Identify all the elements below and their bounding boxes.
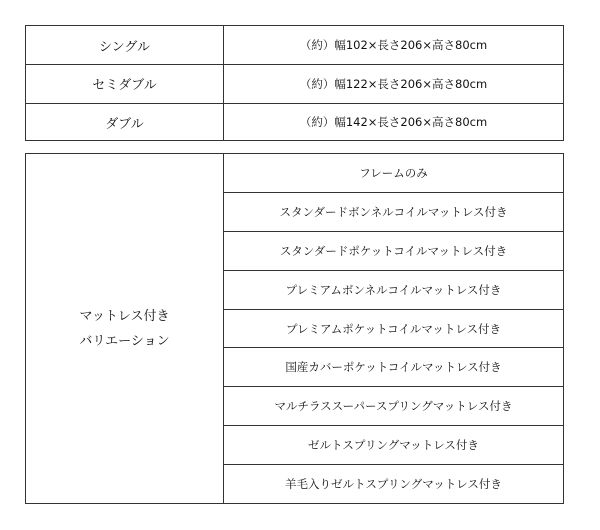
variation-label-line1: マットレス付き: [79, 308, 170, 324]
size-dimensions: （約）幅122×長さ206×高さ80cm: [299, 76, 488, 91]
size-dimensions: （約）幅102×長さ206×高さ80cm: [299, 38, 488, 53]
variation-item: スタンダードボンネルコイルマットレス付き: [224, 192, 563, 231]
variation-item: 羊毛入りゼルトスプリングマットレス付き: [224, 464, 563, 503]
size-dimensions: （約）幅142×長さ206×高さ80cm: [299, 115, 488, 130]
variation-item: フレームのみ: [359, 165, 428, 180]
size-table: [25, 25, 564, 141]
size-name: セミダブル: [26, 65, 224, 102]
variation-table: [25, 153, 564, 504]
variation-item: 国産カバーポケットコイルマットレス付き: [224, 347, 563, 386]
variation-label: [26, 154, 224, 503]
variation-label-line2: バリエーション: [79, 333, 170, 349]
size-name: ダブル: [26, 104, 224, 141]
size-row-double: [26, 103, 563, 141]
size-row-semi-double: [26, 64, 563, 102]
variation-item: ゼルトスプリングマットレス付き: [224, 425, 563, 464]
variation-item: スタンダードポケットコイルマットレス付き: [224, 231, 563, 270]
variation-item: マルチラススーパースプリングマットレス付き: [224, 386, 563, 425]
size-name: シングル: [26, 26, 224, 64]
variation-item: プレミアムポケットコイルマットレス付き: [224, 309, 563, 348]
size-row-single: [26, 26, 563, 64]
variation-list: [224, 154, 563, 503]
variation-item: プレミアムボンネルコイルマットレス付き: [224, 270, 563, 309]
